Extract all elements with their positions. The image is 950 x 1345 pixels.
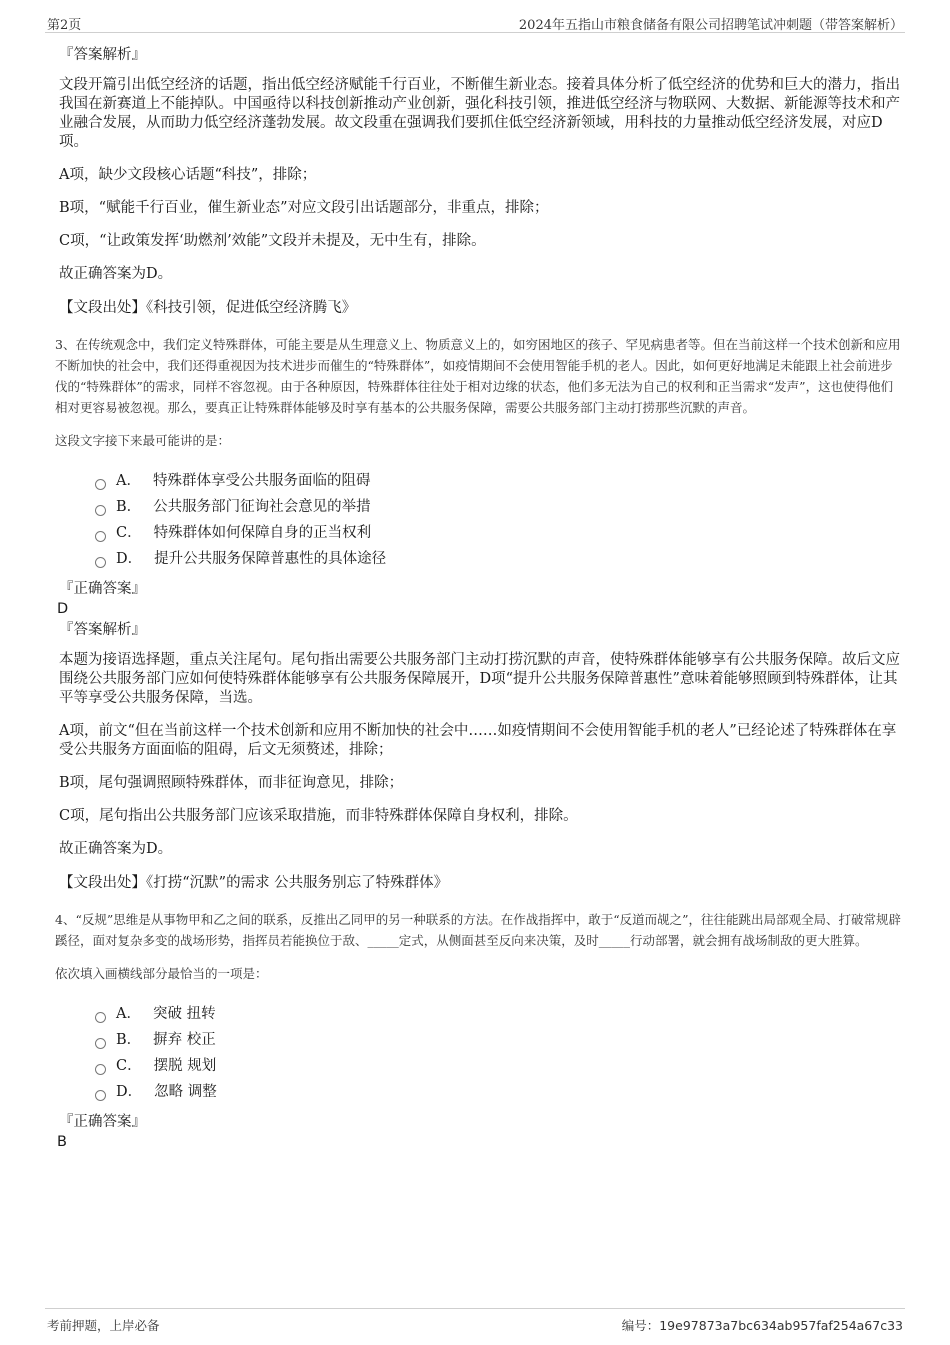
q3-analysis (55, 651, 905, 859)
q3-analysis-para: 故正确答案为D。 (59, 841, 173, 857)
q3-option-b[interactable] (95, 494, 905, 520)
q4-stem: 4、“反规”思维是从事物甲和乙之间的联系，反推出乙同甲的另一种联系的方法。在作战指挥中，敢于“反道而觇之”，往往能跳出局部观全局、打破常规辟蹊径，面对复杂多变的战场形势，指挥员若能换位于敌、_____定式，从侧面甚至反向来决策，及时_____行动部署，就会拥有战场制敌的更大胜算。 (55, 912, 902, 948)
option-text: 摆脱 规划 (153, 1058, 217, 1074)
q3-prompt: 这段文字接下来最可能讲的是： (55, 433, 231, 448)
option-letter: A． (116, 1006, 141, 1022)
option-letter: B． (116, 1032, 142, 1048)
radio-button[interactable] (95, 1064, 106, 1075)
q2-analysis-para: 故正确答案为D。 (59, 266, 173, 282)
q2-source: 【文段出处】《科技引领，促进低空经济腾飞》 (59, 300, 357, 316)
radio-button[interactable] (95, 557, 106, 568)
option-text: 公共服务部门征询社会意见的举措 (153, 499, 371, 515)
q3-stem: 3、在传统观念中，我们定义特殊群体，可能主要是从生理意义上、物质意义上的，如穷困地区的孩子、罕见病患者等。但在当前这样一个技术创新和应用不断加快的社会中，我们还得重视因为技术进步而催生的“特殊群体”，如疫情期间不会使用智能手机的老人。因此，如何更好地满足未能跟上社会前进步伐的“特殊群体”的需求，同样不容忽视。由于各种原因，特殊群体往往处于相对边缘的状态，他们多无法为自己的权利和正当需求“发声”，这也使得他们相对更容易被忽视。那么，要真正让特殊群体能够及时享有基本的公共服务保障，需要公共服务部门主动打捞那些沉默的声音。 (55, 337, 901, 415)
radio-button[interactable] (95, 479, 106, 490)
option-letter: C． (116, 525, 142, 541)
q4-option-a[interactable] (95, 1001, 905, 1027)
q2-analysis-para: C项，“让政策发挥‘助燃剂’效能”文段并未提及，无中生有，排除。 (59, 233, 486, 249)
footer-code-value: 19e97873a7bc634ab957faf254a67c33 (659, 1318, 903, 1333)
q4-answer: B (57, 1134, 67, 1150)
page-footer (45, 1308, 905, 1335)
q2-analysis-para: 文段开篇引出低空经济的话题，指出低空经济赋能千行百业，不断催生新业态。接着具体分析了低空经济的优势和巨大的潜力，指出我国在新赛道上不能掉队。中国亟待以科技创新推动产业创新，强化科技引领，推进低空经济与物联网、大数据、新能源等技术和产业融合发展，从而助力低空经济蓬勃发展。故文段重在强调我们要抓住低空经济新领域，用科技的力量推动低空经济发展，对应D项。 (59, 77, 900, 150)
option-letter: B． (116, 499, 142, 515)
page-number: 第2页 (47, 18, 82, 33)
q4-options (95, 1001, 905, 1105)
radio-button[interactable] (95, 1038, 106, 1049)
q3-analysis-para: 本题为接语选择题，重点关注尾句。尾句指出需要公共服务部门主动打捞沉默的声音，使特殊群体能够享有公共服务保障。故后文应围绕公共服务部门应如何使特殊群体能够享有公共服务保障展开，D项“提升公共服务保障普惠性”意味着能够照顾到特殊群体，让其平等享受公共服务保障，当选。 (59, 652, 900, 706)
document-title: 2024年五指山市粮食储备有限公司招聘笔试冲刺题（带答案解析） (518, 18, 903, 33)
q3-analysis-para: A项，前文“但在当前这样一个技术创新和应用不断加快的社会中……如疫情期间不会使用智能手机的老人”已经论述了特殊群体在享受公共服务方面面临的阻碍，后文无须赘述，排除； (59, 723, 897, 758)
q2-analysis-label: 『答案解析』 (59, 47, 146, 63)
q3-analysis-label: 『答案解析』 (59, 622, 146, 638)
option-text: 突破 扭转 (152, 1006, 216, 1022)
q4-option-b[interactable] (95, 1027, 905, 1053)
q2-analysis (55, 76, 905, 284)
q4-option-c[interactable] (95, 1053, 905, 1079)
option-text: 忽略 调整 (154, 1084, 217, 1100)
option-text: 特殊群体享受公共服务面临的阻碍 (152, 473, 371, 489)
option-letter: D． (116, 551, 143, 567)
radio-button[interactable] (95, 1012, 106, 1023)
q3-answer-label: 『正确答案』 (59, 581, 146, 597)
option-letter: A． (116, 473, 141, 489)
page-content (55, 44, 905, 1152)
footer-code (622, 1316, 903, 1334)
q3-answer: D (57, 601, 69, 617)
page-header (45, 10, 905, 33)
radio-button[interactable] (95, 531, 106, 542)
q2-analysis-para: A项，缺少文段核心话题“科技”，排除； (59, 167, 317, 183)
q3-analysis-para: C项，尾句指出公共服务部门应该采取措施，而非特殊群体保障自身权利，排除。 (59, 808, 578, 824)
option-text: 特殊群体如何保障自身的正当权利 (153, 525, 372, 541)
radio-button[interactable] (95, 505, 106, 516)
radio-button[interactable] (95, 1090, 106, 1101)
q3-option-c[interactable] (95, 520, 905, 546)
q3-source: 【文段出处】《打捞“沉默”的需求 公共服务别忘了特殊群体》 (59, 875, 449, 891)
footer-slogan: 考前押题，上岸必备 (47, 1318, 160, 1333)
option-letter: D． (116, 1084, 143, 1100)
q3-option-d[interactable] (95, 546, 905, 572)
q4-answer-label: 『正确答案』 (59, 1114, 146, 1130)
q3-analysis-para: B项，尾句强调照顾特殊群体，而非征询意见，排除； (59, 775, 404, 791)
option-text: 摒弃 校正 (153, 1032, 216, 1048)
q3-option-a[interactable] (95, 468, 905, 494)
q4-prompt: 依次填入画横线部分最恰当的一项是： (55, 966, 268, 981)
footer-code-label: 编号： (621, 1318, 660, 1333)
q4-option-d[interactable] (95, 1079, 905, 1105)
q3-options (95, 468, 905, 572)
option-text: 提升公共服务保障普惠性的具体途径 (154, 551, 387, 567)
q2-analysis-para: B项，“赋能千行百业，催生新业态”对应文段引出话题部分，非重点，排除； (59, 200, 549, 216)
option-letter: C． (116, 1058, 142, 1074)
